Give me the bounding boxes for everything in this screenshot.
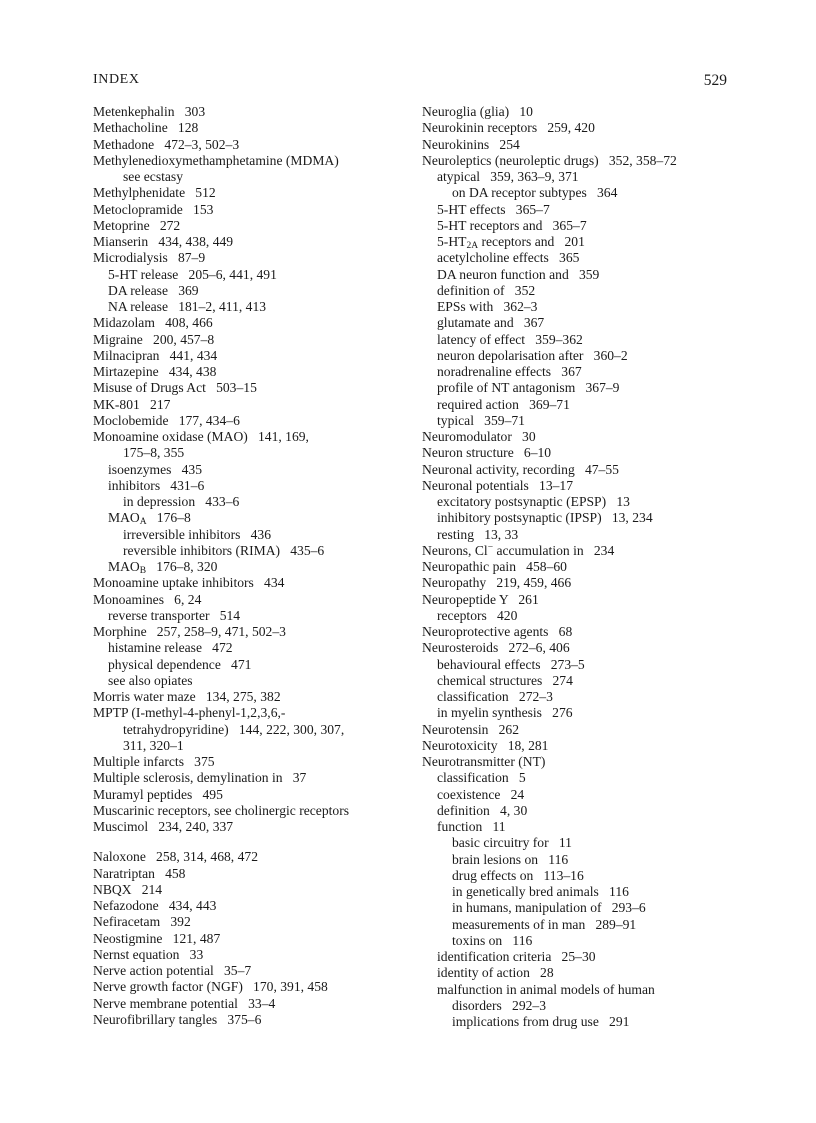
index-subentry: on DA receptor subtypes 364 xyxy=(452,185,618,201)
index-subentry: glutamate and 367 xyxy=(437,315,545,331)
index-subentry: isoenzymes 435 xyxy=(108,461,203,477)
index-entry-continuation: disorders 292–3 xyxy=(452,997,547,1013)
index-entry: Nerve growth factor (NGF) 170, 391, 458 xyxy=(93,979,328,995)
index-entry: Monoamines 6, 24 xyxy=(93,591,202,607)
index-subentry: neuron depolarisation after 360–2 xyxy=(437,347,628,363)
index-entry: Neuromodulator 30 xyxy=(422,429,536,444)
index-subentry: in humans, manipulation of 293–6 xyxy=(452,900,646,916)
index-entry: Nernst equation 33 xyxy=(93,946,204,962)
section-title: INDEX xyxy=(93,72,140,87)
index-subentry: coexistence 24 xyxy=(437,786,525,802)
index-subentry: basic circuitry for 11 xyxy=(452,835,572,851)
index-subentry: toxins on 116 xyxy=(452,932,533,948)
index-entry: Neuron structure 6–10 xyxy=(422,445,552,461)
entry-pages: receptors and 201 xyxy=(478,234,585,249)
index-subentry: inhibitors 431–6 xyxy=(108,477,205,493)
index-entry: Muscarinic receptors, see cholinergic receptors xyxy=(93,802,350,818)
index-subentry: see also opiates xyxy=(108,672,193,688)
index-subentry: measurements of in man 289–91 xyxy=(452,916,637,932)
index-entry: Neuronal activity, recording 47–55 xyxy=(422,461,619,477)
index-entry: Naloxone 258, 314, 468, 472 xyxy=(93,849,258,865)
index-subentry: identification criteria 25–30 xyxy=(437,949,596,964)
index-subentry: EPSs with 362–3 xyxy=(437,299,538,314)
index-entry: Naratriptan 458 xyxy=(93,865,186,881)
index-entry: Monoamine uptake inhibitors 434 xyxy=(93,575,285,591)
index-entry: Nefazodone 434, 443 xyxy=(93,898,217,913)
index-entry xyxy=(422,543,742,559)
index-subentry: noradrenaline effects 367 xyxy=(437,364,582,379)
index-subentry: implications from drug use 291 xyxy=(452,1014,630,1029)
index-entry: Muscimol 234, 240, 337 xyxy=(93,819,234,834)
index-entry: Metenkephalin 303 xyxy=(93,104,206,119)
index-subentry: profile of NT antagonism 367–9 xyxy=(437,380,620,396)
index-entry: Neurosteroids 272–6, 406 xyxy=(422,640,570,656)
index-subentry: DA release 369 xyxy=(108,282,199,298)
index-subentry: typical 359–71 xyxy=(437,412,525,428)
page-number: 529 xyxy=(703,72,727,89)
entry-pages: accumulation in 234 xyxy=(493,542,615,558)
index-entry: Milnacipran 441, 434 xyxy=(93,347,218,363)
index-entry: Neurotoxicity 18, 281 xyxy=(422,737,549,753)
index-subentry: function 11 xyxy=(437,819,506,834)
entry-subscript: B xyxy=(139,566,147,576)
index-entry: Mirtazepine 434, 438 xyxy=(93,364,217,379)
index-subentry: irreversible inhibitors 436 xyxy=(123,526,271,542)
index-subentry: resting 13, 33 xyxy=(437,526,519,542)
index-subentry: classification 272–3 xyxy=(437,689,553,704)
index-entry: MPTP (I-methyl-4-phenyl-1,2,3,6,- xyxy=(93,705,286,721)
index-entry: Methylenedioxymethamphetamine (MDMA) xyxy=(93,152,339,168)
index-subentry: latency of effect 359–362 xyxy=(437,331,583,347)
index-subentry xyxy=(93,559,423,575)
index-entry: Neostigmine 121, 487 xyxy=(93,930,221,946)
index-subentry: NA release 181–2, 411, 413 xyxy=(108,299,267,314)
index-subentry xyxy=(422,234,742,250)
index-subentry: definition of 352 xyxy=(437,282,536,298)
index-subentry: 5-HT effects 365–7 xyxy=(437,201,550,217)
index-entry: Neuropeptide Y 261 xyxy=(422,591,539,607)
entry-term: 5-HT xyxy=(437,234,467,249)
entry-superscript: − xyxy=(487,542,494,553)
index-subentry: reversible inhibitors (RIMA) 435–6 xyxy=(123,542,325,558)
index-subentry: reverse transporter 514 xyxy=(108,607,241,623)
index-entry: Neurokinin receptors 259, 420 xyxy=(422,120,595,136)
index-subentry: identity of action 28 xyxy=(437,965,554,981)
entry-term: MAO xyxy=(108,559,140,574)
index-entry: MK-801 217 xyxy=(93,396,171,412)
index-entry: Nerve action potential 35–7 xyxy=(93,963,252,978)
index-subentry: behavioural effects 273–5 xyxy=(437,656,585,672)
entry-term: Neurons, Cl xyxy=(422,542,488,558)
index-entry: Nefiracetam 392 xyxy=(93,914,191,930)
index-entry-continuation: tetrahydropyridine) 144, 222, 300, 307, xyxy=(123,721,345,737)
index-entry: Neuroglia (glia) 10 xyxy=(422,104,533,119)
index-subentry: definition 4, 30 xyxy=(437,802,528,818)
index-entry: Methadone 472–3, 502–3 xyxy=(93,136,240,152)
index-subentry: receptors 420 xyxy=(437,607,518,623)
index-subentry: classification 5 xyxy=(437,770,526,786)
index-subentry: drug effects on 113–16 xyxy=(452,867,584,883)
index-entry: Neurotensin 262 xyxy=(422,721,520,737)
entry-pages: 176–8, 320 xyxy=(146,559,218,574)
index-subentry: brain lesions on 116 xyxy=(452,851,569,867)
index-subentry xyxy=(93,510,423,526)
index-subentry: excitatory postsynaptic (EPSP) 13 xyxy=(437,494,630,509)
index-entry: Muramyl peptides 495 xyxy=(93,786,223,802)
index-entry: Metoclopramide 153 xyxy=(93,201,214,217)
index-entry: Methacholine 128 xyxy=(93,120,199,136)
entry-subscript: A xyxy=(139,517,147,528)
index-subentry: in genetically bred animals 116 xyxy=(452,884,629,899)
index-subentry: histamine release 472 xyxy=(108,640,233,656)
index-subentry: DA neuron function and 359 xyxy=(437,266,600,282)
index-entry: Midazolam 408, 466 xyxy=(93,315,213,331)
index-entry: Mianserin 434, 438, 449 xyxy=(93,234,234,249)
index-entry-continuation: 311, 320–1 xyxy=(123,737,184,753)
index-entry: Monoamine oxidase (MAO) 141, 169, xyxy=(93,429,309,444)
index-subentry: 5-HT receptors and 365–7 xyxy=(437,217,587,233)
entry-subscript: 2A xyxy=(466,241,479,251)
index-subentry: in myelin synthesis 276 xyxy=(437,705,573,721)
index-entry: Microdialysis 87–9 xyxy=(93,250,206,266)
index-entry: Neuroprotective agents 68 xyxy=(422,624,573,639)
index-column-left xyxy=(93,104,423,1028)
page-header xyxy=(93,72,727,92)
index-entry: Multiple sclerosis, demylination in 37 xyxy=(93,770,307,786)
index-subentry: required action 369–71 xyxy=(437,396,570,412)
index-entry: Morris water maze 134, 275, 382 xyxy=(93,689,281,704)
entry-pages: 176–8 xyxy=(146,510,191,526)
index-entry: Neuroleptics (neuroleptic drugs) 352, 358–72 xyxy=(422,152,677,168)
index-entry: Misuse of Drugs Act 503–15 xyxy=(93,380,257,396)
index-entry: Morphine 257, 258–9, 471, 502–3 xyxy=(93,624,286,639)
index-entry: Nerve membrane potential 33–4 xyxy=(93,995,276,1011)
index-entry: Neuropathic pain 458–60 xyxy=(422,559,567,574)
index-entry: NBQX 214 xyxy=(93,881,163,897)
index-subentry: malfunction in animal models of human xyxy=(437,981,655,997)
index-entry-continuation: see ecstasy xyxy=(123,169,184,184)
index-subentry: atypical 359, 363–9, 371 xyxy=(437,169,579,184)
index-column-right xyxy=(422,104,742,1030)
index-subentry: inhibitory postsynaptic (IPSP) 13, 234 xyxy=(437,510,653,526)
index-subentry: 5-HT release 205–6, 441, 491 xyxy=(108,266,277,282)
index-entry: Migraine 200, 457–8 xyxy=(93,331,215,347)
index-subentry: physical dependence 471 xyxy=(108,656,252,672)
index-entry: Multiple infarcts 375 xyxy=(93,754,215,769)
index-entry: Neurofibrillary tangles 375–6 xyxy=(93,1011,262,1027)
index-entry-continuation: 175–8, 355 xyxy=(123,445,185,461)
index-entry: Neuronal potentials 13–17 xyxy=(422,477,574,493)
entry-term: MAO xyxy=(108,510,140,526)
letter-group-gap xyxy=(93,835,423,849)
index-subentry: in depression 433–6 xyxy=(123,494,240,509)
index-entry: Neurotransmitter (NT) xyxy=(422,754,546,769)
index-entry: Neurokinins 254 xyxy=(422,136,520,152)
index-entry: Metoprine 272 xyxy=(93,217,181,233)
index-entry: Neuropathy 219, 459, 466 xyxy=(422,575,572,591)
index-entry: Methylphenidate 512 xyxy=(93,185,216,201)
index-subentry: chemical structures 274 xyxy=(437,672,573,688)
index-entry: Moclobemide 177, 434–6 xyxy=(93,412,240,428)
index-subentry: acetylcholine effects 365 xyxy=(437,250,580,266)
